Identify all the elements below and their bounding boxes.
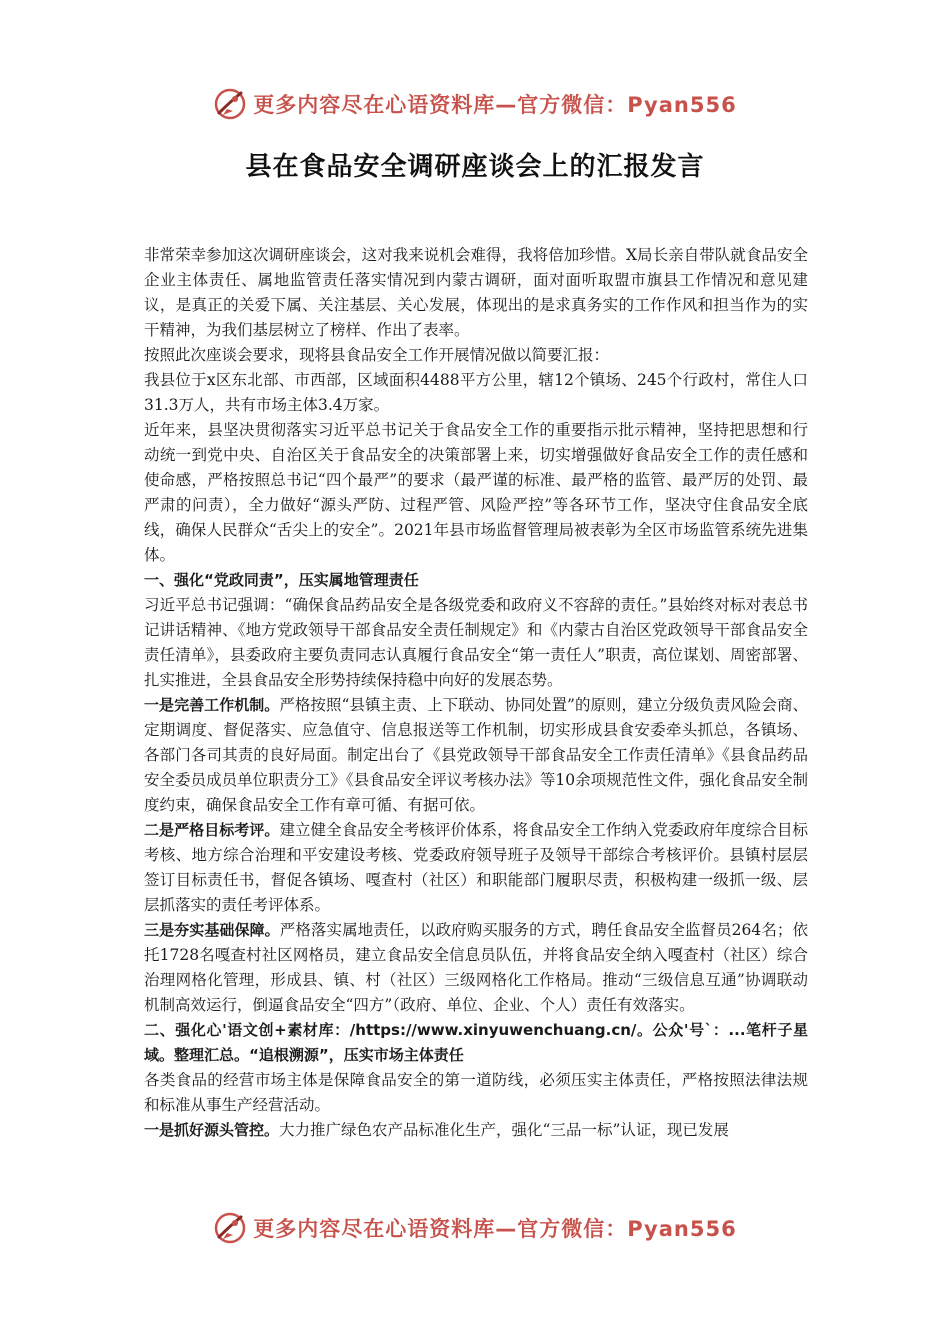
brand-logo-icon — [213, 87, 247, 121]
paragraph-text: 建立健全食品安全考核评价体系，将食品安全工作纳入党委政府年度综合目标考核、地方综合治理和平安建设考核、党委政府领导班子及领导干部综合考核评价。县镇村层层签订目标责任书，督促各镇场、嘎查村（社区）和职能部门履职尽责，积极构建一级抓一级、层层抓落实的责任考评体系。 — [144, 821, 808, 914]
section-heading: 一、强化“党政同责”，压实属地管理责任 — [144, 571, 419, 589]
body-paragraph — [144, 693, 808, 818]
paragraph-text: 大力推广绿色农产品标准化生产，强化“三品一标”认证，现已发展 — [279, 1121, 729, 1139]
body-paragraph: 各类食品的经营市场主体是保障食品安全的第一道防线，必须压实主体责任，严格按照法律法规和标准从事生产经营活动。 — [144, 1071, 808, 1114]
page-title: 县在食品安全调研座谈会上的汇报发言 — [245, 152, 705, 182]
body-paragraph — [144, 818, 808, 918]
paragraph-lead: 三是夯实基础保障。 — [144, 921, 280, 939]
section-heading: 二、强化心'语文创+素材库：/https://www.xinyuwenchuang.cn/。公众'号`：...笔杆子星域。整理汇总。“追根溯源”，压实市场主体责任 — [144, 1021, 808, 1064]
document-body — [144, 243, 808, 1143]
paragraph-text: 严格落实属地责任，以政府购买服务的方式，聘任食品安全监督员264名；依托1728名嘎查村社区网格员，建立食品安全信息员队伍，并将食品安全纳入嘎查村（社区）综合治理网格化管理，形成县、镇、村（社区）三级网格化工作格局。推动“三级信息互通”协调联动机制高效运行，倒逼食品安全“四方”（政府、单位、企业、个人）责任有效落实。 — [144, 921, 808, 1014]
body-paragraph: 按照此次座谈会要求，现将县食品安全工作开展情况做以简要汇报： — [144, 346, 610, 364]
brand-logo-icon — [213, 1211, 247, 1245]
paragraph-text: 严格按照“县镇主责、上下联动、协同处置”的原则，建立分级负责风险会商、定期调度、督促落实、应急值守、信息报送等工作机制，切实形成县食安委牵头抓总，各镇场、各部门各司其责的良好局面。制定出台了《县党政领导干部食品安全工作责任清单》《县食品药品安全委员成员单位职责分工》《县食品安全评议考核办法》等10余项规范性文件，强化食品安全制度约束，确保食品安全工作有章可循、有据可依。 — [144, 696, 808, 814]
body-paragraph: 我县位于x区东北部、市西部，区域面积4488平方公里，辖12个镇场、245个行政村，常住人口31.3万人，共有市场主体3.4万家。 — [144, 371, 808, 414]
header-banner — [0, 84, 950, 124]
banner-text: 更多内容尽在心语资料库—官方微信：Pyan556 — [253, 93, 737, 117]
banner-text: 更多内容尽在心语资料库—官方微信：Pyan556 — [253, 1217, 737, 1241]
body-paragraph — [144, 1118, 808, 1143]
paragraph-lead: 一是完善工作机制。 — [144, 696, 280, 714]
footer-banner — [0, 1208, 950, 1248]
body-paragraph: 习近平总书记强调：“确保食品药品安全是各级党委和政府义不容辞的责任。”县始终对标对表总书记讲话精神、《地方党政领导干部食品安全责任制规定》和《内蒙古自治区党政领导干部食品安全责任清单》，县委政府主要负责同志认真履行食品安全“第一责任人”职责，高位谋划、周密部署、扎实推进，全县食品安全形势持续保持稳中向好的发展态势。 — [144, 596, 808, 689]
paragraph-lead: 一是抓好源头管控。 — [144, 1121, 280, 1139]
body-paragraph: 非常荣幸参加这次调研座谈会，这对我来说机会难得，我将倍加珍惜。X局长亲自带队就食品安全企业主体责任、属地监管责任落实情况到内蒙古调研，面对面听取盟市旗县工作情况和意见建议，是真正的关爱下属、关注基层、关心发展，体现出的是求真务实的工作作风和担当作为的实干精神，为我们基层树立了榜样、作出了表率。 — [144, 246, 808, 339]
paragraph-lead: 二是严格目标考评。 — [144, 821, 280, 839]
body-paragraph — [144, 918, 808, 1018]
body-paragraph: 近年来，县坚决贯彻落实习近平总书记关于食品安全工作的重要指示批示精神，坚持把思想和行动统一到党中央、自治区关于食品安全的决策部署上来，切实增强做好食品安全工作的责任感和使命感，严格按照总书记“四个最严”的要求（最严谨的标准、最严格的监管、最严厉的处罚、最严肃的问责），全力做好“源头严防、过程严管、风险严控”等各环节工作，坚决守住食品安全底线，确保人民群众“舌尖上的安全”。2021年县市场监督管理局被表彰为全区市场监管系统先进集体。 — [144, 421, 808, 564]
